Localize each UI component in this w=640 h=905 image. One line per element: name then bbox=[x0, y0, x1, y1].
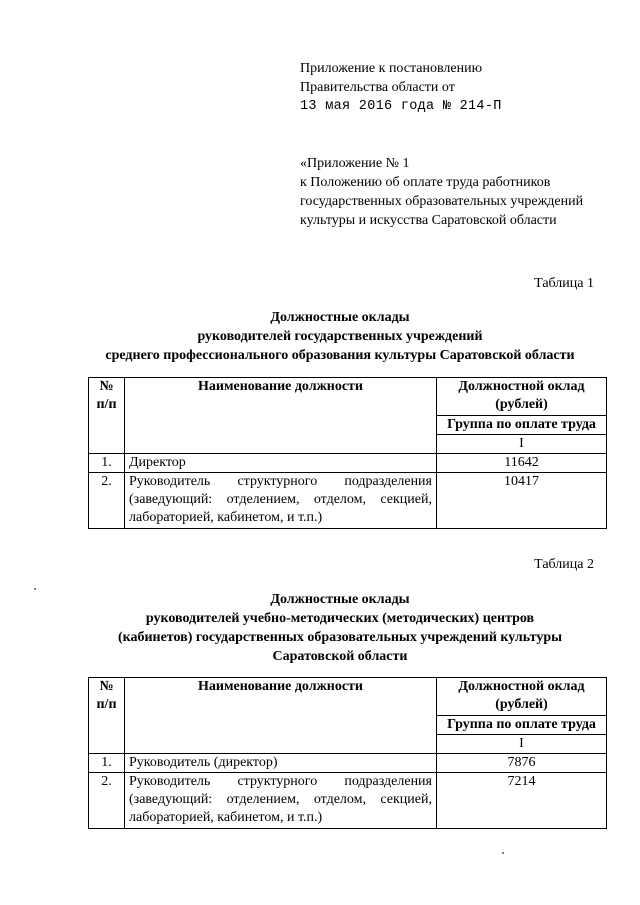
salary-value: 11642 bbox=[437, 454, 607, 473]
annex-line-3: государственных образовательных учреждений bbox=[300, 194, 584, 209]
salary-value: 7876 bbox=[437, 754, 607, 773]
position-name-line-3: лабораторией, кабинетом, и т.п.) bbox=[129, 810, 323, 825]
table-row bbox=[89, 773, 607, 829]
position-name-line-3: лабораторией, кабинетом, и т.п.) bbox=[129, 510, 323, 525]
annex-line-4: культуры и искусства Саратовской области bbox=[300, 213, 557, 228]
table2 bbox=[88, 677, 607, 829]
table2-caption: Таблица 2 bbox=[534, 557, 594, 572]
table1-title-line-1: Должностные оклады bbox=[270, 310, 410, 325]
annex-line-2: к Положению об оплате труда работников bbox=[300, 175, 551, 190]
position-name bbox=[125, 473, 437, 529]
table1-header-group: Группа по оплате труда bbox=[437, 416, 607, 435]
row-number: 1. bbox=[89, 754, 125, 773]
table2-title-line-4: Саратовской области bbox=[272, 649, 408, 664]
table1-title-line-2: руководителей государственных учреждений bbox=[197, 329, 483, 344]
row-number: 2. bbox=[89, 773, 125, 829]
appendix-line-3: 13 мая 2016 года № 214-П bbox=[300, 99, 502, 114]
position-name-line-2: (заведующий: отделением, отделом, секцией, bbox=[129, 492, 432, 507]
table1-title-line-3: среднего профессионального образования культуры Саратовской области bbox=[105, 348, 575, 363]
table2-header-name: Наименование должности bbox=[125, 678, 437, 754]
table2-header-group-num: I bbox=[437, 735, 607, 754]
position-name: Руководитель (директор) bbox=[125, 754, 437, 773]
table1-header-salary: Должностной оклад (рублей) bbox=[437, 378, 607, 416]
appendix-line-2: Правительства области от bbox=[300, 80, 455, 95]
position-name: Директор bbox=[125, 454, 437, 473]
table2-title-line-2: руководителей учебно-методических (методических) центров bbox=[145, 611, 535, 626]
table1-caption: Таблица 1 bbox=[534, 276, 594, 291]
table1-header-group-num: I bbox=[437, 435, 607, 454]
table2-header-salary: Должностной оклад (рублей) bbox=[437, 678, 607, 716]
annex-line-1: «Приложение № 1 bbox=[300, 156, 410, 171]
table2-title-line-1: Должностные оклады bbox=[270, 592, 410, 607]
table1-header-name: Наименование должности bbox=[125, 378, 437, 454]
salary-value: 7214 bbox=[437, 773, 607, 829]
salary-value: 10417 bbox=[437, 473, 607, 529]
scan-speck bbox=[502, 852, 504, 854]
table1 bbox=[88, 377, 607, 529]
table2-title-line-3: (кабинетов) государственных образовательных учреждений культуры bbox=[117, 630, 563, 645]
scan-speck bbox=[34, 588, 36, 590]
appendix-line-1: Приложение к постановлению bbox=[300, 61, 483, 76]
table2-header-num: № п/п bbox=[89, 678, 125, 754]
position-name-line-2: (заведующий: отделением, отделом, секцией, bbox=[129, 792, 432, 807]
table-row bbox=[89, 754, 607, 773]
table-row bbox=[89, 454, 607, 473]
table1-header-num: № п/п bbox=[89, 378, 125, 454]
row-number: 2. bbox=[89, 473, 125, 529]
position-name-line-1: Руководитель структурного подразделения bbox=[129, 474, 432, 489]
position-name bbox=[125, 773, 437, 829]
position-name-line-1: Руководитель структурного подразделения bbox=[129, 774, 432, 789]
row-number: 1. bbox=[89, 454, 125, 473]
table2-header-group: Группа по оплате труда bbox=[437, 716, 607, 735]
table-row bbox=[89, 473, 607, 529]
